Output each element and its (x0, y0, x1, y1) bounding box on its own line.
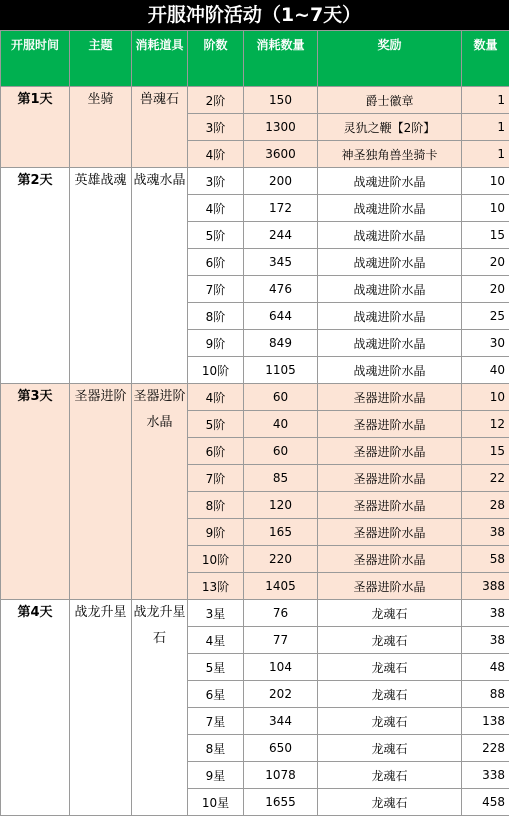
quantity-cell: 38 (462, 627, 509, 654)
consume-amount-cell: 476 (244, 276, 318, 303)
quantity-cell: 30 (462, 330, 509, 357)
consume-amount-cell: 200 (244, 168, 318, 195)
consumable-cell: 兽魂石 (132, 87, 188, 168)
consume-amount-cell: 104 (244, 654, 318, 681)
quantity-cell: 138 (462, 708, 509, 735)
quantity-cell: 338 (462, 762, 509, 789)
quantity-cell: 228 (462, 735, 509, 762)
quantity-cell: 20 (462, 276, 509, 303)
consume-amount-cell: 644 (244, 303, 318, 330)
consumable-cell: 战魂水晶 (132, 168, 188, 384)
tier-cell: 3阶 (188, 114, 244, 141)
reward-cell: 战魂进阶水晶 (318, 357, 462, 384)
quantity-cell: 48 (462, 654, 509, 681)
consume-amount-cell: 202 (244, 681, 318, 708)
consume-amount-cell: 120 (244, 492, 318, 519)
day-cell: 第2天 (1, 168, 70, 384)
consume-amount-cell: 165 (244, 519, 318, 546)
header-tier: 阶数 (188, 31, 244, 87)
consume-amount-cell: 60 (244, 384, 318, 411)
reward-cell: 龙魂石 (318, 735, 462, 762)
reward-cell: 龙魂石 (318, 789, 462, 816)
quantity-cell: 10 (462, 384, 509, 411)
reward-cell: 战魂进阶水晶 (318, 168, 462, 195)
tier-cell: 3星 (188, 600, 244, 627)
consume-amount-cell: 345 (244, 249, 318, 276)
consume-amount-cell: 220 (244, 546, 318, 573)
tier-cell: 2阶 (188, 87, 244, 114)
consume-amount-cell: 1105 (244, 357, 318, 384)
reward-cell: 圣器进阶水晶 (318, 546, 462, 573)
day-cell: 第3天 (1, 384, 70, 600)
quantity-cell: 1 (462, 141, 509, 168)
tier-cell: 8阶 (188, 492, 244, 519)
quantity-cell: 388 (462, 573, 509, 600)
reward-cell: 龙魂石 (318, 681, 462, 708)
tier-cell: 6阶 (188, 249, 244, 276)
consume-amount-cell: 172 (244, 195, 318, 222)
consumable-cell: 战龙升星石 (132, 600, 188, 816)
tier-cell: 5阶 (188, 411, 244, 438)
reward-cell: 圣器进阶水晶 (318, 411, 462, 438)
theme-cell: 英雄战魂 (70, 168, 132, 384)
day-cell: 第1天 (1, 87, 70, 168)
table-row (1, 600, 509, 627)
consume-amount-cell: 1300 (244, 114, 318, 141)
quantity-cell: 15 (462, 222, 509, 249)
tier-cell: 4阶 (188, 384, 244, 411)
tier-cell: 6阶 (188, 438, 244, 465)
header-theme: 主题 (70, 31, 132, 87)
consume-amount-cell: 849 (244, 330, 318, 357)
consume-amount-cell: 344 (244, 708, 318, 735)
tier-cell: 9星 (188, 762, 244, 789)
consume-amount-cell: 40 (244, 411, 318, 438)
quantity-cell: 15 (462, 438, 509, 465)
tier-cell: 5星 (188, 654, 244, 681)
quantity-cell: 20 (462, 249, 509, 276)
tier-cell: 9阶 (188, 330, 244, 357)
tier-cell: 10阶 (188, 357, 244, 384)
quantity-cell: 458 (462, 789, 509, 816)
reward-cell: 圣器进阶水晶 (318, 384, 462, 411)
tier-cell: 6星 (188, 681, 244, 708)
quantity-cell: 10 (462, 195, 509, 222)
consume-amount-cell: 76 (244, 600, 318, 627)
reward-cell: 神圣独角兽坐骑卡 (318, 141, 462, 168)
header-row (1, 31, 509, 87)
tier-cell: 7星 (188, 708, 244, 735)
reward-cell: 战魂进阶水晶 (318, 303, 462, 330)
consume-amount-cell: 1078 (244, 762, 318, 789)
reward-cell: 圣器进阶水晶 (318, 438, 462, 465)
tier-cell: 7阶 (188, 276, 244, 303)
reward-cell: 龙魂石 (318, 600, 462, 627)
header-open-time: 开服时间 (1, 31, 70, 87)
header-consume-amount: 消耗数量 (244, 31, 318, 87)
quantity-cell: 28 (462, 492, 509, 519)
tier-cell: 10星 (188, 789, 244, 816)
reward-cell: 龙魂石 (318, 627, 462, 654)
reward-cell: 圣器进阶水晶 (318, 492, 462, 519)
tier-cell: 9阶 (188, 519, 244, 546)
reward-cell: 圣器进阶水晶 (318, 573, 462, 600)
consume-amount-cell: 150 (244, 87, 318, 114)
reward-cell: 爵士徽章 (318, 87, 462, 114)
reward-cell: 龙魂石 (318, 708, 462, 735)
quantity-cell: 22 (462, 465, 509, 492)
reward-cell: 战魂进阶水晶 (318, 195, 462, 222)
consume-amount-cell: 1655 (244, 789, 318, 816)
quantity-cell: 10 (462, 168, 509, 195)
consume-amount-cell: 1405 (244, 573, 318, 600)
quantity-cell: 25 (462, 303, 509, 330)
reward-cell: 战魂进阶水晶 (318, 276, 462, 303)
activity-table (0, 30, 509, 816)
consumable-cell: 圣器进阶水晶 (132, 384, 188, 600)
consume-amount-cell: 3600 (244, 141, 318, 168)
reward-cell: 战魂进阶水晶 (318, 330, 462, 357)
quantity-cell: 1 (462, 87, 509, 114)
tier-cell: 8阶 (188, 303, 244, 330)
quantity-cell: 58 (462, 546, 509, 573)
tier-cell: 5阶 (188, 222, 244, 249)
table-row (1, 168, 509, 195)
consume-amount-cell: 85 (244, 465, 318, 492)
tier-cell: 4阶 (188, 141, 244, 168)
header-consumable: 消耗道具 (132, 31, 188, 87)
consume-amount-cell: 650 (244, 735, 318, 762)
theme-cell: 坐骑 (70, 87, 132, 168)
reward-cell: 圣器进阶水晶 (318, 465, 462, 492)
page-title: 开服冲阶活动（1~7天） (0, 0, 509, 30)
tier-cell: 7阶 (188, 465, 244, 492)
tier-cell: 8星 (188, 735, 244, 762)
quantity-cell: 12 (462, 411, 509, 438)
quantity-cell: 1 (462, 114, 509, 141)
tier-cell: 4阶 (188, 195, 244, 222)
tier-cell: 13阶 (188, 573, 244, 600)
consume-amount-cell: 60 (244, 438, 318, 465)
reward-cell: 龙魂石 (318, 654, 462, 681)
header-quantity: 数量 (462, 31, 509, 87)
reward-cell: 灵犰之鞭【2阶】 (318, 114, 462, 141)
quantity-cell: 88 (462, 681, 509, 708)
tier-cell: 3阶 (188, 168, 244, 195)
table-row (1, 87, 509, 114)
reward-cell: 战魂进阶水晶 (318, 222, 462, 249)
reward-cell: 龙魂石 (318, 762, 462, 789)
tier-cell: 4星 (188, 627, 244, 654)
quantity-cell: 38 (462, 519, 509, 546)
reward-cell: 圣器进阶水晶 (318, 519, 462, 546)
reward-cell: 战魂进阶水晶 (318, 249, 462, 276)
quantity-cell: 38 (462, 600, 509, 627)
header-reward: 奖励 (318, 31, 462, 87)
consume-amount-cell: 77 (244, 627, 318, 654)
theme-cell: 圣器进阶 (70, 384, 132, 600)
consume-amount-cell: 244 (244, 222, 318, 249)
theme-cell: 战龙升星 (70, 600, 132, 816)
quantity-cell: 40 (462, 357, 509, 384)
tier-cell: 10阶 (188, 546, 244, 573)
day-cell: 第4天 (1, 600, 70, 816)
table-row (1, 384, 509, 411)
table-body (1, 87, 509, 816)
